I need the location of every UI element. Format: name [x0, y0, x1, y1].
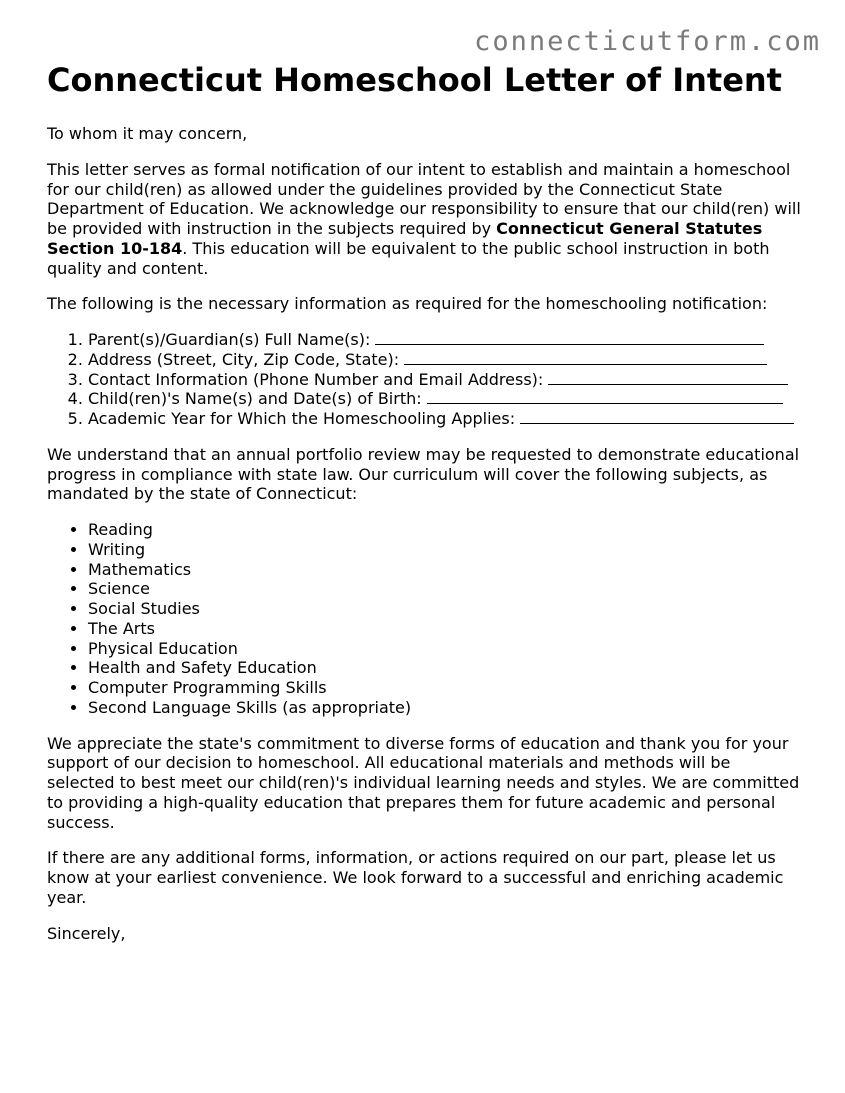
portfolio-paragraph: We understand that an annual portfolio review may be requested to demonstrate educational progress in compliance with state law. Our curriculum will cover the following subjects, as mandated by the state of Connecticut: — [47, 444, 800, 504]
intro-text-part1: This letter serves as formal notification of our intent to establish and maintain a homeschool for our child(ren) as allowed under the guidelines provided by the Connecticut State Department of Education. We acknowledge our responsibility to ensure that our child(ren) will be provided with instruction in the subjects required by — [47, 159, 801, 238]
intro-text-part2: . This education will be equivalent to the public school instruction in both quality and content. — [47, 238, 770, 278]
closing-paragraph: If there are any additional forms, information, or actions required on our part, please let us know at your earliest convenience. We look forward to a successful and enriching academic year. — [47, 848, 784, 907]
subject-item: • Mathematics — [88, 560, 802, 580]
field-label: Parent(s)/Guardian(s) Full Name(s): — [88, 330, 371, 349]
field-label: Child(ren)'s Name(s) and Date(s) of Birth: — [88, 389, 422, 409]
subject-item: • Writing — [88, 540, 802, 560]
subject-item: • Science — [88, 579, 802, 599]
info-field-item — [88, 370, 802, 390]
info-lead: The following is the necessary information as required for the homeschooling notification: — [47, 294, 768, 314]
field-label: Academic Year for Which the Homeschooling Applies: — [88, 409, 516, 428]
info-fields-list — [47, 330, 802, 429]
page-title: Connecticut Homeschool Letter of Intent — [47, 61, 782, 99]
appreciation-paragraph: We appreciate the state's commitment to diverse forms of education and thank you for your support of our decision to homeschool. All educational materials and methods will be selected to best meet our child(ren)'s individual learning needs and styles. We are committed to providing a high-quality education that prepares them for future academic and personal success. — [47, 733, 800, 832]
blank-line — [375, 330, 764, 345]
info-field-item — [88, 409, 802, 429]
salutation: To whom it may concern, — [47, 124, 248, 143]
signoff: Sincerely, — [47, 923, 126, 943]
subject-item: • Health and Safety Education — [88, 658, 802, 678]
info-field-item — [88, 330, 802, 350]
subject-item: • Reading — [88, 520, 802, 540]
blank-line — [520, 409, 794, 424]
subjects-list — [47, 520, 802, 718]
subject-item: • Second Language Skills (as appropriate) — [88, 698, 802, 718]
intro-paragraph — [47, 160, 802, 279]
subject-item: • Social Studies — [88, 599, 802, 619]
field-label: Address (Street, City, Zip Code, State): — [88, 349, 400, 369]
info-field-item — [88, 350, 802, 370]
info-field-item — [88, 389, 802, 409]
blank-line — [548, 370, 788, 385]
subject-item: • The Arts — [88, 619, 802, 639]
field-label: Contact Information (Phone Number and Email Address): — [88, 369, 544, 389]
blank-line — [427, 389, 783, 404]
subject-item: • Computer Programming Skills — [88, 678, 802, 698]
blank-line — [404, 350, 767, 365]
subject-item: • Physical Education — [88, 639, 802, 659]
letter-body — [47, 60, 802, 959]
statute-reference: Connecticut General Statutes Section 10-184 — [47, 219, 763, 258]
watermark: connecticutform.com — [474, 26, 821, 57]
